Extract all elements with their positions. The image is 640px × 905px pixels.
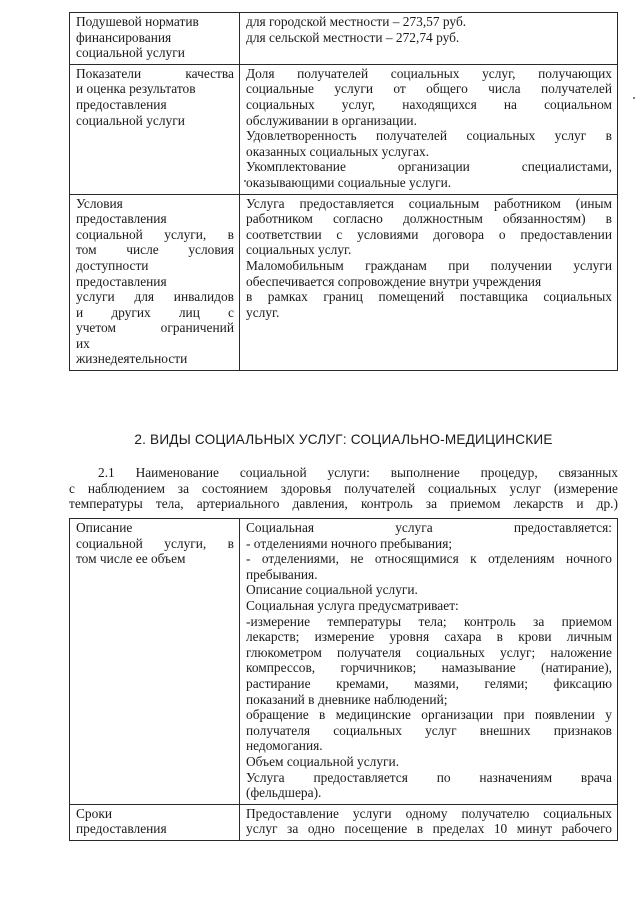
row-label-description: Описание социальной услуги, в том числе ее объем <box>70 519 240 805</box>
scan-speck <box>633 97 635 99</box>
row-content-quality-indicators: Доля получателей социальных услуг, получающих социальные услуги от общего числа получателей социальных услуг, находящихся на социальном обслуживании в организации. Удовлетворенность получателей социальных услуг в оказанных социальных услугах. Укомплектование организации специалистами, оказывающими социальные услуги. <box>240 64 618 194</box>
table-row <box>70 194 618 371</box>
rural-rate: для сельской местности – 272,74 руб. <box>246 29 460 45</box>
row-content-terms: Предоставление услуги одному получателю социальных услуг за одно посещение в пределах 10 минут рабочего <box>240 804 618 840</box>
urban-rate: для городской местности – 273,57 руб. <box>246 14 467 29</box>
row-label-terms: Сроки предоставления <box>70 804 240 840</box>
table-row <box>70 804 618 840</box>
row-label-quality-indicators: Показатели качества и оценка результатов предоставления социальной услуги <box>70 64 240 194</box>
service-table-continued <box>69 12 618 371</box>
row-label-funding-norm: Подушевой норматив финансирования социальной услуги <box>70 13 240 65</box>
row-content-funding-norm <box>240 13 618 65</box>
section-title: 2. ВИДЫ СОЦИАЛЬНЫХ УСЛУГ: СОЦИАЛЬНО-МЕДИЦИНСКИЕ <box>134 432 553 447</box>
table-row <box>70 519 618 805</box>
table-row <box>70 64 618 194</box>
scan-speck <box>244 180 246 182</box>
table-row <box>70 13 618 65</box>
row-label-conditions: Условия предоставления социальной услуги, в том числе условия доступности предоставления услуги для инвалидов и других лиц с учетом ограничений их жизнедеятельности <box>70 194 240 371</box>
row-content-conditions: Услуга предоставляется социальным работником (иным работником согласно должностным обязанностям) в соответствии с условиями договора о предоставлении социальных услуг. Маломобильным гражданам при получении услуги обеспечивается сопровождение внутри учреждения в рамках границ помещений поставщика социальных услуг. <box>240 194 618 371</box>
service-name-paragraph: 2.1 Наименование социальной услуги: выполнение процедур, связанных с наблюдением за состоянием здоровья получателей социальных услуг (измерение температуры тела, артериального давления, контроль за приемом лекарств и др.) <box>69 465 618 512</box>
service-description-table <box>69 518 618 841</box>
row-content-description: Социальная услуга предоставляется: - отделениями ночного пребывания; - отделениями, не относящимися к отделениям ночного пребывания. Описание социальной услуги. Социальная услуга предусматривает: -измерение температуры тела; контроль за приемом лекарств; измерение уровня сахара в крови личным глюкометром получателя социальных услуг; наложение компрессов, горчичников; намазывание (натирание), растирание кремами, мазями, гелями; фиксацию показаний в дневнике наблюдений; обращение в медицинские организации при появлении у получателя социальных услуг внешних признаков недомогания. Объем социальной услуги. Услуга предоставляется по назначениям врача (фельдшера). <box>240 519 618 805</box>
